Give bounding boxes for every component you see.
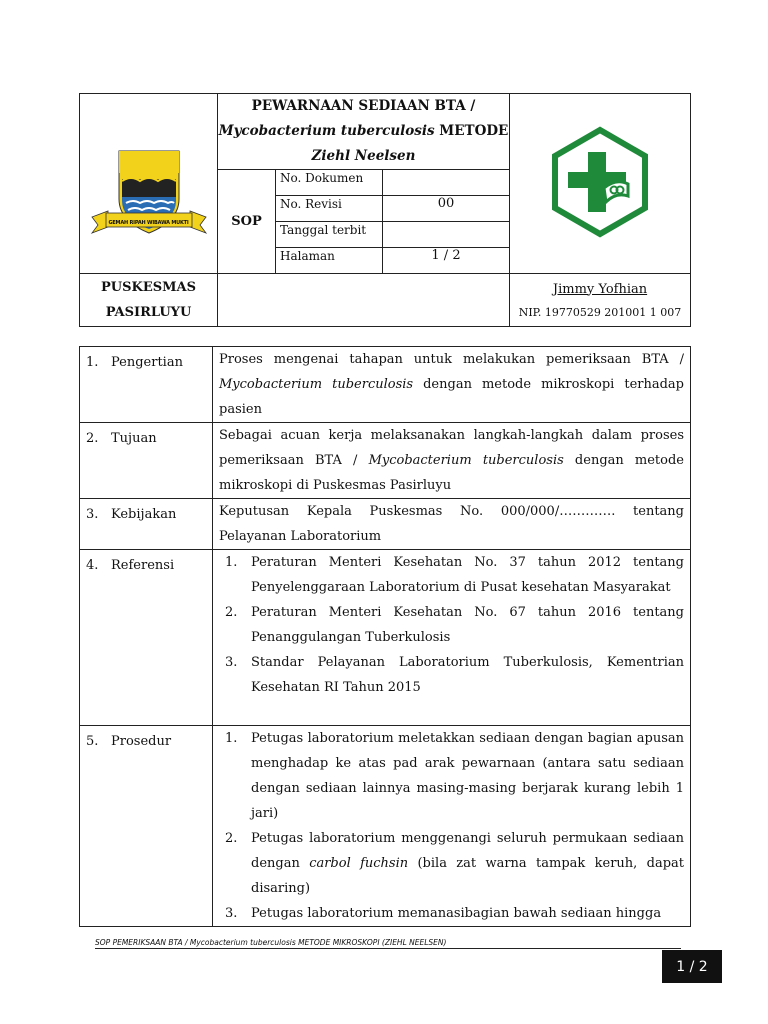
header-table <box>79 93 691 327</box>
sop-content-table <box>79 346 691 927</box>
row-kebijakan <box>80 499 691 550</box>
list-item: 3. Standar Pelayanan Laboratorium Tuberkulosis, Kementrian Kesehatan RI Tahun 2015 <box>225 655 684 695</box>
row-referensi <box>80 550 691 726</box>
page-number-badge: 1 / 2 <box>662 950 722 983</box>
row-pengertian <box>80 347 691 423</box>
document-title: PEWARNAAN SEDIAAN BTA / Mycobacterium tuberculosis METODE Ziehl Neelsen <box>218 94 510 170</box>
list-item: 3. Petugas laboratorium memanasibagian bawah sediaan hingga <box>225 906 662 921</box>
regional-logo-cell <box>80 94 218 274</box>
section-text-pengertian: Proses mengenai tahapan untuk melakukan pemeriksaan BTA / Mycobacterium tuberculosis dengan metode mikroskopi terhadap pasien <box>213 347 691 423</box>
section-label-referensi: 4. Referensi <box>80 550 213 726</box>
section-label-prosedur: 5. Prosedur <box>80 726 213 927</box>
meta-label-no-revisi: No. Revisi <box>276 196 383 222</box>
list-item: 1. Peraturan Menteri Kesehatan No. 37 tahun 2012 tentang Penyelenggaraan Laboratorium di Pusat kesehatan Masyarakat <box>225 555 684 595</box>
list-item: 2. Peraturan Menteri Kesehatan No. 67 tahun 2016 tentang Penanggulangan Tuberkulosis <box>225 605 684 645</box>
section-list-prosedur <box>213 726 691 927</box>
meta-label-tanggal-terbit: Tanggal terbit <box>276 222 383 248</box>
footer-caption: SOP PEMERIKSAAN BTA / Mycobacterium tuberculosis METODE MIKROSKOPI (ZIEHL NEELSEN) <box>95 938 681 949</box>
meta-value-tanggal-terbit <box>383 222 510 248</box>
puskesmas-logo-cell <box>510 94 691 274</box>
section-text-tujuan: Sebagai acuan kerja melaksanakan langkah-langkah dalam proses pemeriksaan BTA / Mycobacterium tuberculosis dengan metode mikroskopi di Puskesmas Pasirluyu <box>213 423 691 499</box>
section-text-kebijakan: Keputusan Kepala Puskesmas No. 000/000/…………. tentang Pelayanan Laboratorium <box>213 499 691 550</box>
logo-motto: GEMAH RIPAH WIBAWA MUKTI <box>108 220 189 226</box>
meta-value-no-revisi: 00 <box>383 196 510 222</box>
list-item: 2. Petugas laboratorium menggenangi seluruh permukaan sediaan dengan carbol fuchsin (bila zat warna tampak keruh, dapat disaring) <box>225 831 685 896</box>
puskesmas-name: PUSKESMAS PASIRLUYU <box>80 274 218 327</box>
row-tujuan <box>80 423 691 499</box>
signatory-name: Jimmy Yofhian <box>552 281 648 297</box>
meta-value-halaman: 1 / 2 <box>383 248 510 274</box>
section-list-referensi <box>213 550 691 726</box>
signature-block <box>510 274 691 327</box>
blank-cell <box>218 274 510 327</box>
signatory-nip: NIP. 19770529 201001 1 007 <box>518 305 682 319</box>
section-label-pengertian: 1. Pengertian <box>80 347 213 423</box>
meta-label-no-dokumen: No. Dokumen <box>276 170 383 196</box>
puskesmas-logo-icon <box>544 126 656 238</box>
sop-label: SOP <box>218 170 276 274</box>
meta-value-no-dokumen <box>383 170 510 196</box>
section-label-kebijakan: 3. Kebijakan <box>80 499 213 550</box>
list-item: 1. Petugas laboratorium meletakkan sediaan dengan bagian apusan menghadap ke atas pad arak pewarnaan (antara satu sediaan dengan sediaan lainnya masing-masing berjarak kurang lebih 1 jari) <box>225 731 684 821</box>
meta-label-halaman: Halaman <box>276 248 383 274</box>
bandung-crest-icon <box>86 141 212 241</box>
row-prosedur <box>80 726 691 927</box>
section-label-tujuan: 2. Tujuan <box>80 423 213 499</box>
